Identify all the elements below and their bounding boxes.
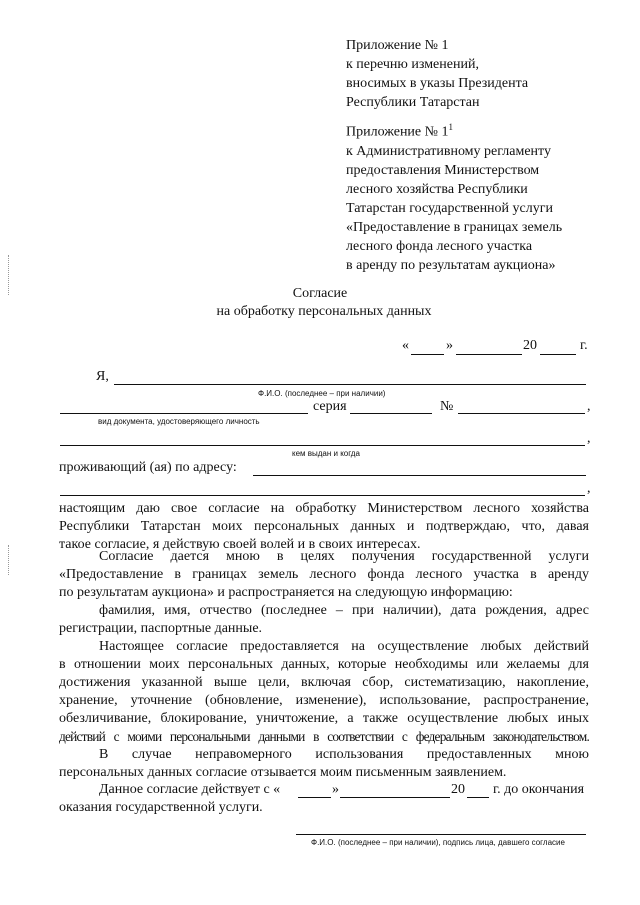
issued-caption: кем выдан и когда: [292, 449, 360, 458]
purpose-paragraph: [59, 548, 589, 602]
validity-month-field[interactable]: [340, 797, 450, 798]
date-year-suffix: г.: [580, 338, 588, 353]
date-year-field[interactable]: [540, 354, 576, 355]
paragraph-line: регистрации, паспортные данные.: [59, 621, 263, 636]
comma: ,: [587, 431, 591, 446]
number-field[interactable]: [458, 413, 585, 414]
doc-title: Согласие: [292, 286, 348, 301]
paragraph-line: действий с моими персональными данными в соответствии с федеральным законодательством.: [59, 729, 589, 744]
fio-field[interactable]: [114, 384, 586, 385]
series-field[interactable]: [350, 413, 432, 414]
header-line: предоставления Министерством: [346, 162, 540, 178]
paragraph-line: такое согласие, я действую своей волей и в своих интересах.: [59, 537, 421, 552]
issued-by-field[interactable]: [60, 445, 585, 446]
number-label: №: [440, 399, 454, 414]
address-label: проживающий (ая) по адресу:: [59, 460, 237, 475]
paragraph-line: хранение, уточнение (обновление, изменение), использование, распространение,: [59, 693, 589, 708]
validity-year-field[interactable]: [467, 797, 489, 798]
date-close-quote: »: [446, 338, 453, 353]
paragraph-line: Настоящее согласие предоставляется на осуществление любых действий: [99, 639, 589, 654]
validity-year-prefix: 20: [451, 782, 465, 797]
i-label: Я,: [96, 369, 109, 384]
doc-type-caption: вид документа, удостоверяющего личность: [98, 417, 260, 426]
validity-text-line2: оказания государственной услуги.: [59, 800, 263, 815]
header-line: к Административному регламенту: [346, 143, 551, 159]
header-line: лесного фонда лесного участка: [346, 238, 533, 254]
data-list-paragraph: [59, 602, 589, 638]
date-day-field[interactable]: [411, 354, 444, 355]
paragraph-line: по результатам аукциона» и распространяется на следующую информацию:: [59, 585, 513, 600]
validity-day-field[interactable]: [298, 797, 331, 798]
validity-text-end: г. до окончания: [493, 782, 585, 797]
paragraph-line: «Предоставление в границах земель лесного фонда лесного участка в аренду: [59, 567, 589, 582]
actions-paragraph: [59, 638, 589, 746]
date-open-quote: «: [402, 338, 409, 353]
header-line: «Предоставление в границах земель: [346, 219, 563, 235]
date-month-field[interactable]: [456, 354, 522, 355]
header-line: в аренду по результатам аукциона»: [346, 257, 556, 273]
header-title: Приложение № $1^1$: [346, 122, 453, 140]
paragraph-line: в отношении моих персональных данных, которые необходимы или желаемы для: [59, 657, 589, 672]
header-line: Республики Татарстан: [346, 95, 480, 110]
signature-field[interactable]: [296, 834, 586, 835]
date-year-prefix: 20: [523, 338, 537, 353]
validity-close-quote: »: [332, 782, 339, 797]
header-line: Татарстан государственной услуги: [346, 200, 553, 216]
appendix-header-1: [346, 36, 528, 112]
comma: ,: [587, 481, 591, 496]
appendix-header-2: [346, 118, 562, 275]
scan-edge-mark: [8, 545, 10, 575]
paragraph-line: Республики Татарстан моих персональных данных и подтверждаю, что, давая: [59, 519, 589, 534]
header-line: вносимых в указы Президента: [346, 76, 529, 91]
header-line: к перечню изменений,: [346, 57, 479, 72]
paragraph-line: достижения указанной выше цели, включая сбор, систематизацию, накопление,: [59, 675, 589, 690]
header-line: лесного хозяйства Республики: [346, 181, 528, 197]
paragraph-line: В случае неправомерного использования предоставленных мною: [99, 747, 589, 762]
signature-caption: Ф.И.О. (последнее – при наличии), подпись лица, давшего согласие: [311, 838, 565, 847]
paragraph-line: обезличивание, блокирование, уничтожение, а также осуществление любых иных: [59, 711, 589, 726]
withdrawal-paragraph: [59, 746, 589, 782]
paragraph-line: Согласие дается мною в целях получения государственной услуги: [99, 549, 589, 564]
doc-subtitle: на обработку персональных данных: [216, 304, 432, 319]
paragraph-line: фамилия, имя, отчество (последнее – при наличии), дата рождения, адрес: [99, 603, 589, 618]
doc-type-field[interactable]: [60, 413, 308, 414]
series-label: серия: [313, 399, 347, 414]
fio-caption: Ф.И.О. (последнее – при наличии): [258, 389, 386, 398]
paragraph-line: персональных данных согласие отзывается моим письменным заявлением.: [59, 765, 507, 780]
header-line: Приложение № 1: [346, 38, 449, 53]
consent-paragraph: [59, 500, 589, 554]
address-field[interactable]: [253, 475, 586, 476]
header-superscript: 1: [448, 122, 453, 132]
paragraph-line: настоящим даю свое согласие на обработку Министерством лесного хозяйства: [59, 501, 589, 516]
comma: ,: [587, 399, 591, 414]
validity-text-start: Данное согласие действует с «: [99, 782, 281, 797]
address-field-2[interactable]: [60, 495, 585, 496]
